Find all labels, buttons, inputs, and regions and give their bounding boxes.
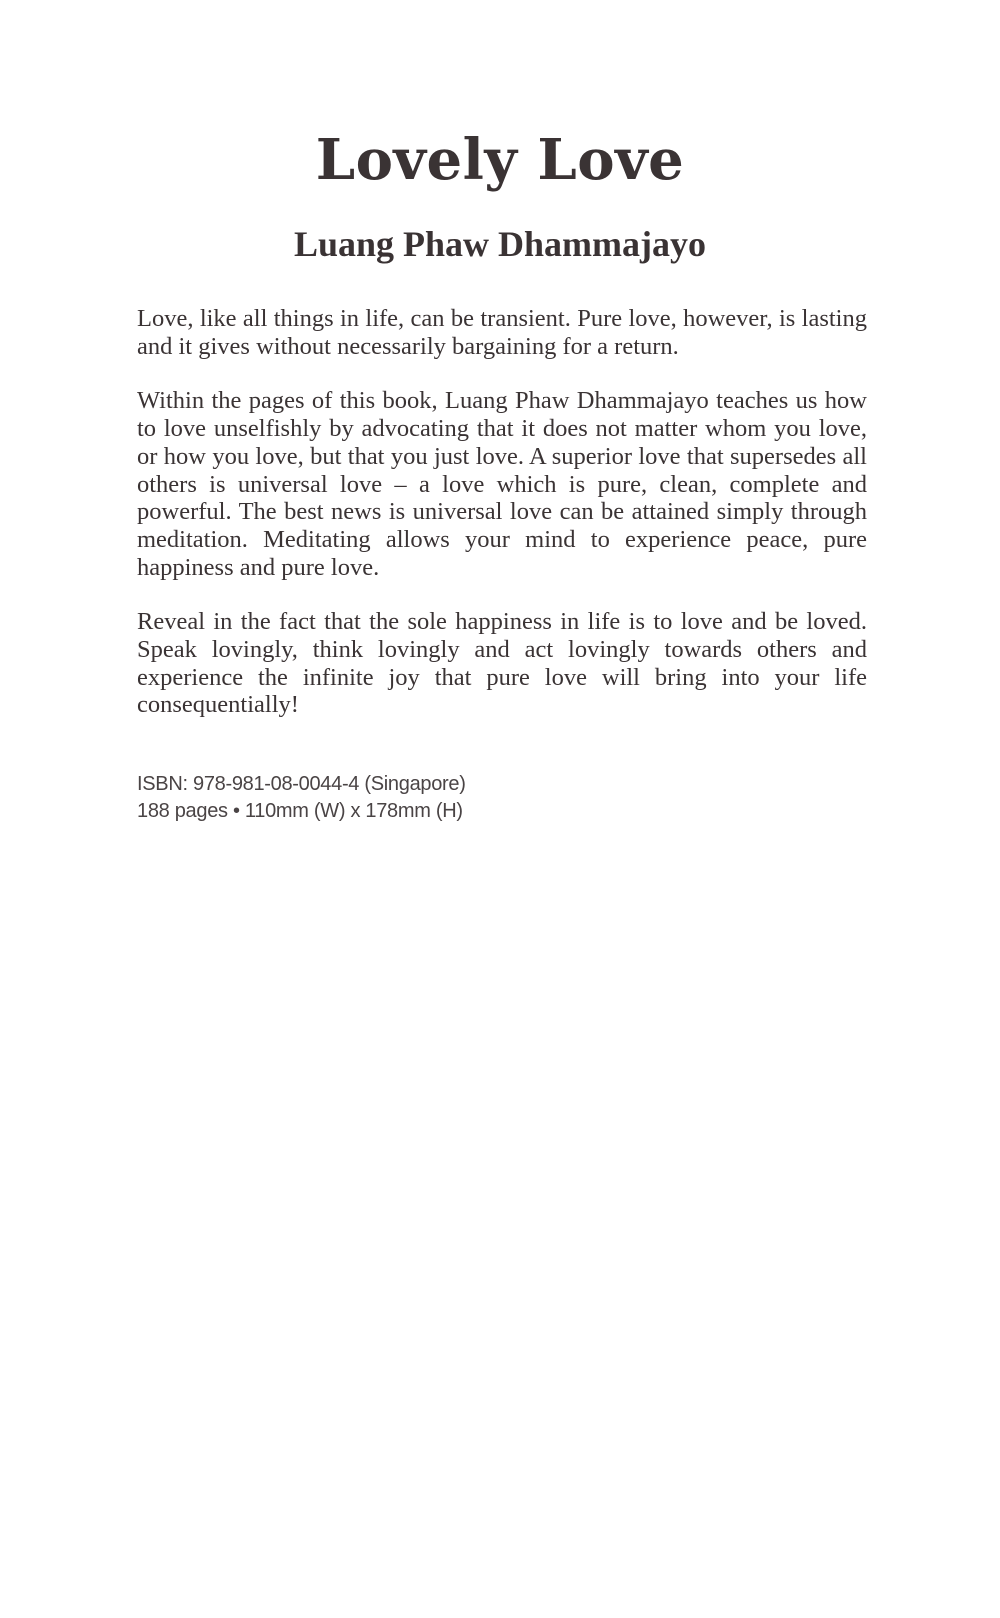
book-title: Lovely Love [315, 127, 685, 193]
book-author: Luang Phaw Dhammajayo [293, 224, 707, 264]
description-paragraph-3: Reveal in the fact that the sole happiness in life is to love and be loved. Speak lovingly, think lovingly and act lovingly towards others and experience the infinite joy that pure love will bring into your life consequentially! [137, 608, 867, 719]
book-description [137, 305, 867, 746]
description-paragraph-1: Love, like all things in life, can be transient. Pure love, however, is lasting and it gives without necessarily bargaining for a return. [137, 305, 867, 360]
isbn-line: ISBN: 978-981-08-0044-4 (Singapore) [137, 773, 466, 795]
description-paragraph-2: Within the pages of this book, Luang Phaw Dhammajayo teaches us how to love unselfishly by advocating that it does not matter whom you love, or how you love, but that you just love. A superior love that supersedes all others is universal love – a love which is pure, clean, complete and powerful. The best news is universal love can be attained simply through meditation. Meditating allows your mind to experience peace, pure happiness and pure love. [137, 387, 867, 581]
specs-line: 188 pages • 110mm (W) x 178mm (H) [137, 800, 463, 822]
book-metadata [137, 771, 737, 825]
